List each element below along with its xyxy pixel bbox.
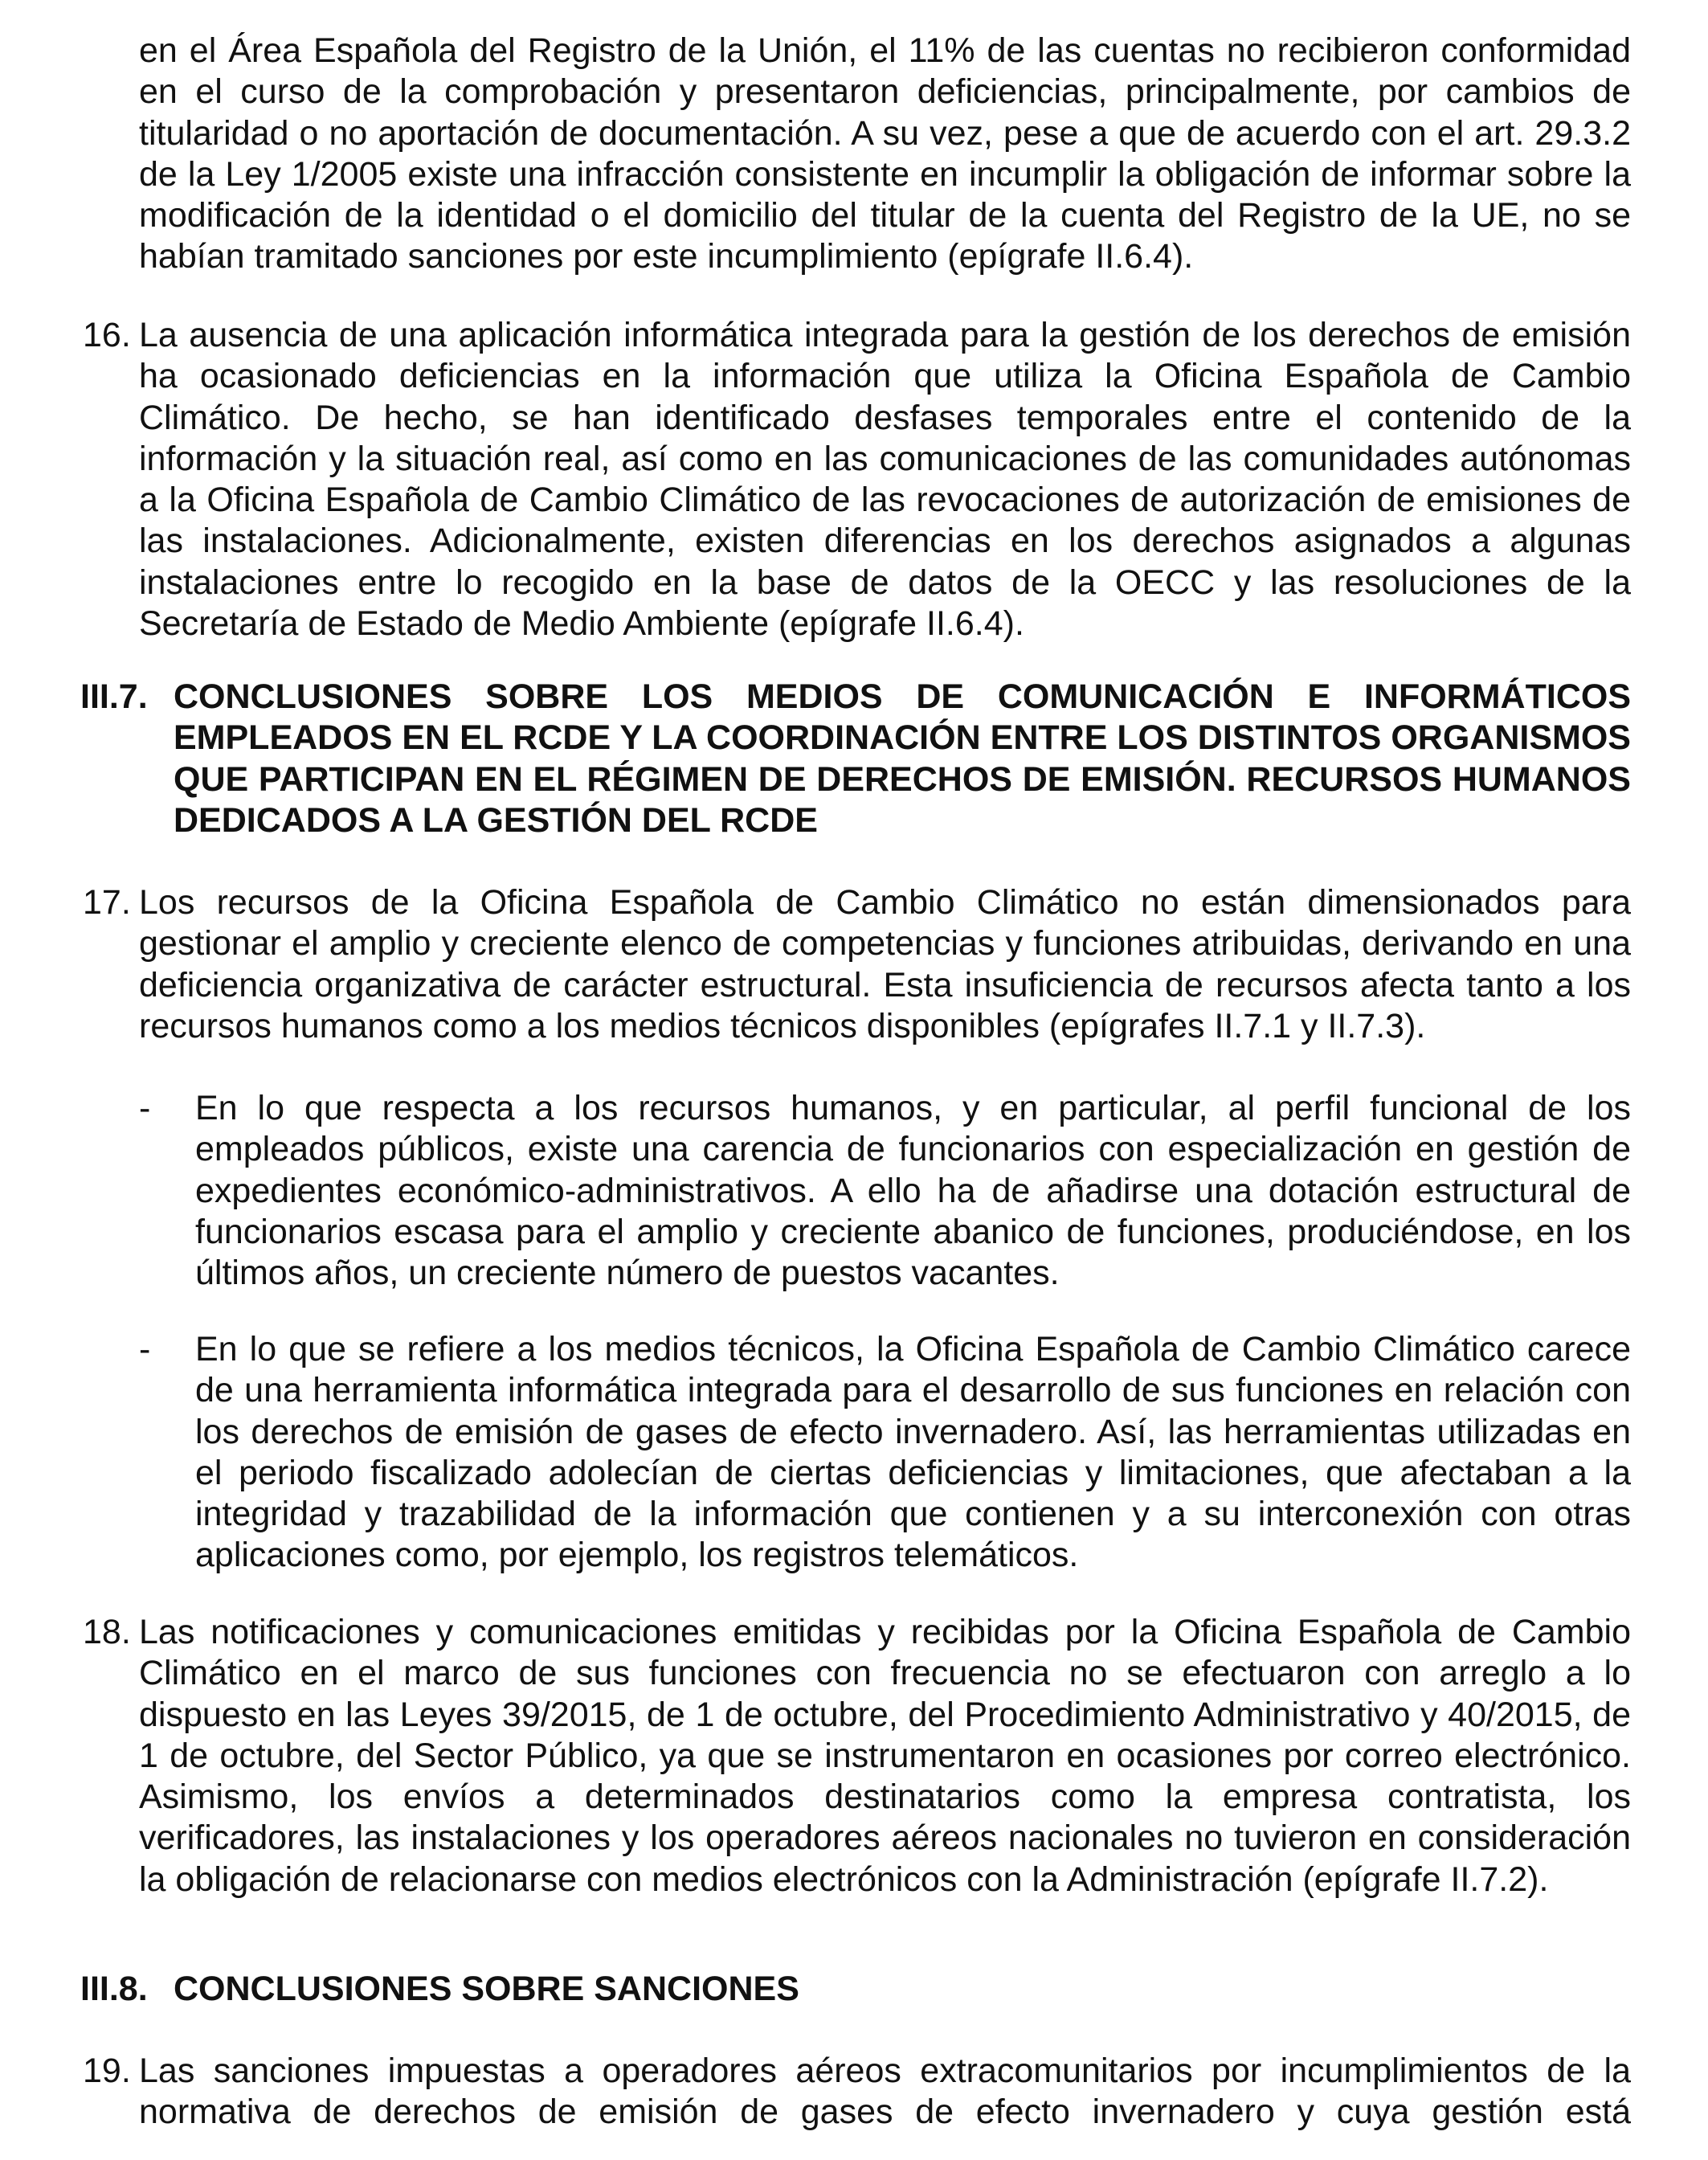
section-heading-iii-7: CONCLUSIONES SOBRE LOS MEDIOS DE COMUNICACIÓN E INFORMÁTICOS EMPLEADOS EN EL RCDE Y LA COORDINACIÓN ENTRE LOS DISTINTOS ORGANISMOS QUE PARTICIPAN EN EL RÉGIMEN DE DERECHOS DE EMISIÓN. RECURSOS HUMANOS DEDICADOS A LA GESTIÓN DEL RCDE [174, 677, 1631, 840]
paragraph-17-text: Los recursos de la Oficina Española de Cambio Climático no están dimensionados para gestionar el amplio y creciente elenco de competencias y funciones atribuidas, derivando en una deficiencia organizativa de carácter estructural. Esta insuficiencia de recursos afecta tanto a los recursos humanos como a los medios técnicos disponibles (epígrafes II.7.1 y II.7.3). [139, 883, 1631, 1045]
paragraph-17-number: 17. [83, 883, 131, 922]
paragraph-18-number: 18. [83, 1613, 131, 1651]
section-heading-iii-8-number: III.8. [80, 1970, 148, 2008]
section-heading-iii-7-number: III.7. [80, 677, 148, 716]
paragraph-19-text: Las sanciones impuestas a operadores aéreos extracomunitarios por incumplimientos de la normativa de derechos de emisión de gases de efecto invernadero y cuya gestión está [139, 2052, 1631, 2132]
bullet-2-marker: - [139, 1330, 151, 1368]
bullet-1-marker: - [139, 1089, 151, 1127]
paragraph-18-text: Las notificaciones y comunicaciones emitidas y recibidas por la Oficina Española de Cambio Climático en el marco de sus funciones con frecuencia no se efectuaron con arreglo a lo dispuesto en las Leyes 39/2015, de 1 de octubre, del Procedimiento Administrativo y 40/2015, de 1 de octubre, del Sector Público, ya que se instrumentaron en ocasiones por correo electrónico. Asimismo, los envíos a determinados destinatarios como la empresa contratista, los verificadores, las instalaciones y los operadores aéreos nacionales no tuvieron en consideración la obligación de relacionarse con medios electrónicos con la Administración (epígrafe II.7.2). [139, 1613, 1631, 1899]
paragraph-16-text: La ausencia de una aplicación informática integrada para la gestión de los derechos de emisión ha ocasionado deficiencias en la información que utiliza la Oficina Española de Cambio Climático. De hecho, se han identificado desfases temporales entre el contenido de la información y la situación real, así como en las comunicaciones de las comunidades autónomas a la Oficina Española de Cambio Climático de las revocaciones de autorización de emisiones de las instalaciones. Adicionalmente, existen diferencias en los derechos asignados a algunas instalaciones entre lo recogido en la base de datos de la OECC y las resoluciones de la Secretaría de Estado de Medio Ambiente (epígrafe II.6.4). [139, 316, 1631, 644]
paragraph-16-number: 16. [83, 316, 131, 354]
bullet-1-text: En lo que respecta a los recursos humanos, y en particular, al perfil funcional de los empleados públicos, existe una carencia de funcionarios con especialización en gestión de expedientes económico-administrativos. A ello ha de añadirse una dotación estructural de funcionarios escasa para el amplio y creciente abanico de funciones, produciéndose, en los últimos años, un creciente número de puestos vacantes. [195, 1089, 1631, 1293]
bullet-2-text: En lo que se refiere a los medios técnicos, la Oficina Española de Cambio Climático carece de una herramienta informática integrada para el desarrollo de sus funciones en relación con los derechos de emisión de gases de efecto invernadero. Así, las herramientas utilizadas en el periodo fiscalizado adolecían de ciertas deficiencias y limitaciones, que afectaban a la integridad y trazabilidad de la información que contienen y a su interconexión con otras aplicaciones como, por ejemplo, los registros telemáticos. [195, 1330, 1631, 1575]
paragraph-19-number: 19. [83, 2052, 131, 2090]
section-heading-iii-8: CONCLUSIONES SOBRE SANCIONES [174, 1970, 799, 2008]
paragraph-15-continuation: en el Área Española del Registro de la Unión, el 11% de las cuentas no recibieron conformidad en el curso de la comprobación y presentaron deficiencias, principalmente, por cambios de titularidad o no aportación de documentación. A su vez, pese a que de acuerdo con el art. 29.3.2 de la Ley 1/2005 existe una infracción consistente en incumplir la obligación de informar sobre la modificación de la identidad o el domicilio del titular de la cuenta del Registro de la UE, no se habían tramitado sanciones por este incumplimiento (epígrafe II.6.4). [139, 31, 1631, 276]
